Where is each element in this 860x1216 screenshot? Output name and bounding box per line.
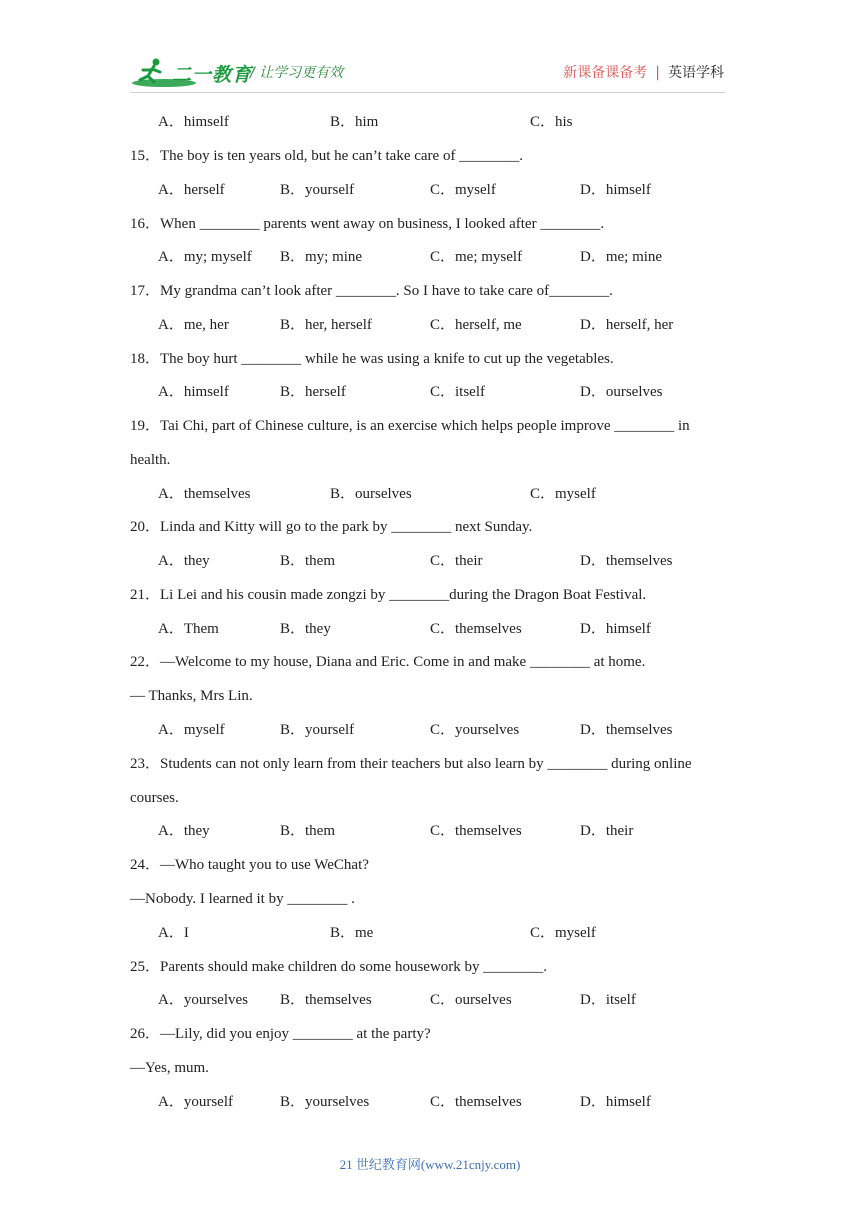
answer-option: B．ourselves	[330, 486, 412, 502]
answer-option: A．they	[158, 823, 210, 839]
question-text: 20．Linda and Kitty will go to the park by ________ next Sunday.	[130, 519, 533, 535]
answer-option: A．herself	[158, 182, 225, 198]
question-text: —Nobody. I learned it by ________ .	[130, 891, 355, 907]
answer-option: A．Them	[158, 621, 219, 637]
page-header	[0, 0, 860, 100]
question-text: 25．Parents should make children do some housework by ________.	[130, 959, 548, 975]
header-subject-label: 英语学科	[668, 65, 724, 81]
answer-option: B．yourself	[280, 722, 355, 738]
answer-option: A．my; myself	[158, 249, 252, 265]
question-text: 18．The boy hurt ________ while he was using a knife to cut up the vegetables.	[130, 351, 614, 367]
answer-option: B．themselves	[280, 992, 372, 1008]
answer-option: C．ourselves	[430, 992, 512, 1008]
answer-option: A．himself	[158, 384, 229, 400]
question-text: — Thanks, Mrs Lin.	[130, 688, 253, 704]
answer-option: B．herself	[280, 384, 346, 400]
question-text: courses.	[130, 790, 179, 806]
answer-option: C．themselves	[430, 1094, 522, 1110]
answer-option: D．ourselves	[580, 384, 663, 400]
answer-option: A．yourselves	[158, 992, 248, 1008]
answer-option: C．their	[430, 553, 483, 569]
answer-option: A．me, her	[158, 317, 229, 333]
answer-option: D．their	[580, 823, 634, 839]
answer-option: D．themselves	[580, 553, 673, 569]
question-text: 17．My grandma can’t look after ________. So I have to take care of________.	[130, 283, 613, 299]
answer-option: B．me	[330, 925, 374, 941]
logo-text: 二一教育	[172, 64, 253, 86]
answer-option: D．himself	[580, 1094, 651, 1110]
answer-option: C．themselves	[430, 823, 522, 839]
question-text: 23．Students can not only learn from their teachers but also learn by ________ during online	[130, 756, 692, 772]
answer-option: B．my; mine	[280, 249, 363, 265]
header-right	[563, 62, 724, 82]
answer-option: C．myself	[530, 486, 596, 502]
question-text: 21．Li Lei and his cousin made zongzi by ________during the Dragon Boat Festival.	[130, 587, 647, 603]
header-divider	[130, 92, 725, 93]
question-text: 26．—Lily, did you enjoy ________ at the party?	[130, 1026, 431, 1042]
answer-option: B．they	[280, 621, 331, 637]
answer-option: A．yourself	[158, 1094, 233, 1110]
answer-option: A．themselves	[158, 486, 251, 502]
answer-option: D．themselves	[580, 722, 673, 738]
answer-option: A．I	[158, 925, 189, 941]
answer-option: D．herself, her	[580, 317, 674, 333]
question-text: 15．The boy is ten years old, but he can’t take care of ________.	[130, 148, 523, 164]
answer-option: C．herself, me	[430, 317, 522, 333]
question-text: 22．—Welcome to my house, Diana and Eric. Come in and make ________ at home.	[130, 654, 646, 670]
answer-option: B．yourselves	[280, 1094, 370, 1110]
slogan: / 让学习更有效	[250, 65, 344, 81]
answer-option: D．himself	[580, 621, 651, 637]
answer-option: C．myself	[530, 925, 596, 941]
question-text: 24．—Who taught you to use WeChat?	[130, 857, 369, 873]
question-text: —Yes, mum.	[130, 1060, 209, 1076]
answer-option: B．them	[280, 553, 335, 569]
answer-option: D．himself	[580, 182, 651, 198]
answer-option: B．him	[330, 114, 379, 130]
answer-option: C．myself	[430, 182, 496, 198]
answer-option: C．his	[530, 114, 573, 130]
footer: 21 世纪教育网(www.21cnjy.com)	[339, 1157, 521, 1172]
header-course-label: 新课备课备考	[563, 65, 648, 81]
answer-option: C．themselves	[430, 621, 522, 637]
answer-option: A．himself	[158, 114, 229, 130]
answer-option: A．they	[158, 553, 210, 569]
answer-option: B．her, herself	[280, 317, 372, 333]
answer-option: C．yourselves	[430, 722, 520, 738]
answer-option: B．yourself	[280, 182, 355, 198]
answer-option: C．itself	[430, 384, 485, 400]
question-text: health.	[130, 452, 171, 468]
answer-option: D．me; mine	[580, 249, 663, 265]
question-text: 16．When ________ parents went away on business, I looked after ________.	[130, 216, 605, 232]
header-separator: |	[655, 65, 660, 81]
answer-option: B．them	[280, 823, 335, 839]
answer-option: D．itself	[580, 992, 636, 1008]
answer-option: C．me; myself	[430, 249, 523, 265]
question-text: 19．Tai Chi, part of Chinese culture, is an exercise which helps people improve ________ in	[130, 418, 690, 434]
answer-option: A．myself	[158, 722, 225, 738]
